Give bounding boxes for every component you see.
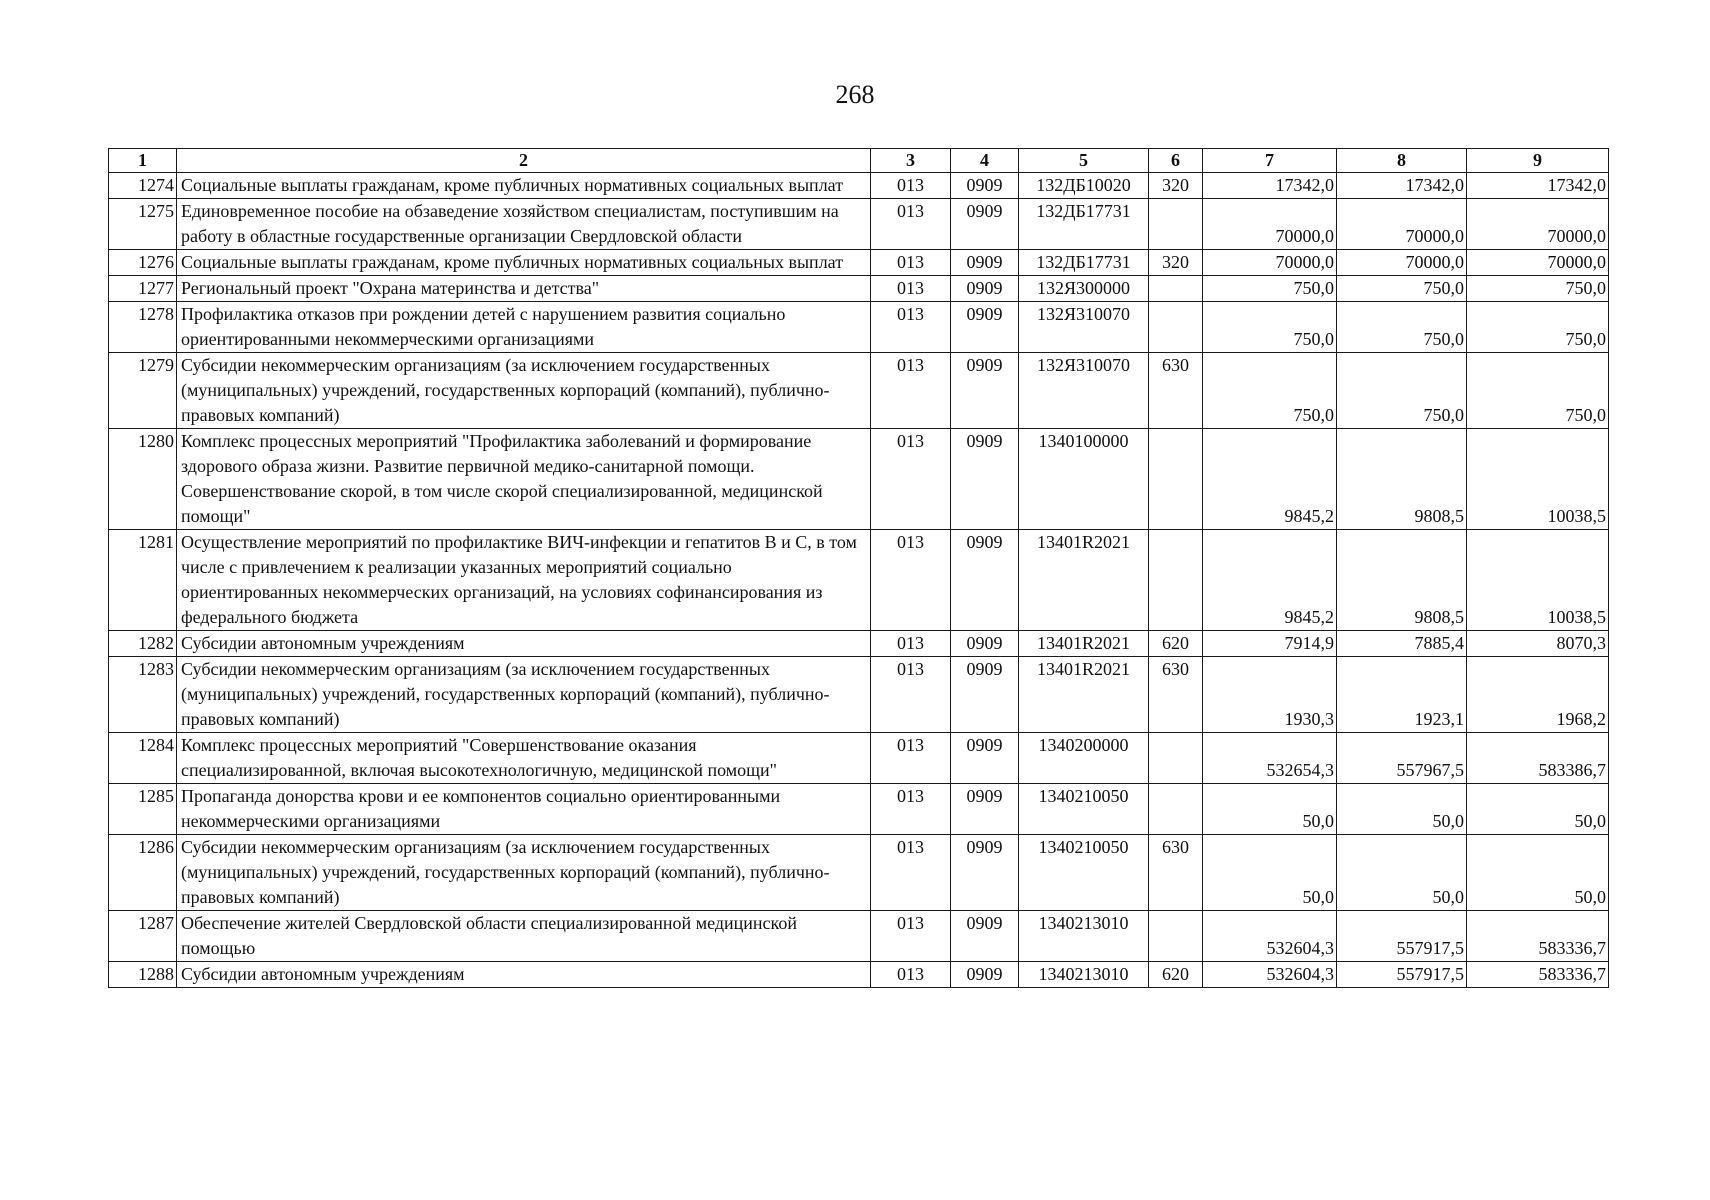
table-row [109,276,1609,302]
row-code-section: 0909 [951,835,1019,911]
row-value-year1: 9845,2 [1203,530,1337,631]
row-name: Субсидии автономным учреждениям [177,962,871,988]
row-code-expense [1149,733,1203,784]
table-body [109,173,1609,988]
row-code-expense: 630 [1149,353,1203,429]
row-name: Единовременное пособие на обзаведение хозяйством специалистам, поступившим на работу в областные государственные организации Свердловской области [177,199,871,250]
row-value-year1: 750,0 [1203,353,1337,429]
row-code-expense: 320 [1149,173,1203,199]
row-code-target: 132ДБ17731 [1019,250,1149,276]
row-number: 1281 [109,530,177,631]
row-code-target: 1340210050 [1019,835,1149,911]
row-value-year3: 750,0 [1467,302,1609,353]
row-value-year3: 750,0 [1467,276,1609,302]
column-header: 9 [1467,149,1609,173]
column-header: 8 [1337,149,1467,173]
row-number: 1278 [109,302,177,353]
table-row [109,733,1609,784]
row-code-expense [1149,911,1203,962]
row-name: Субсидии некоммерческим организациям (за исключением государственных (муниципальных) учреждений, государственных корпораций (компаний), публично-правовых компаний) [177,353,871,429]
row-value-year1: 532654,3 [1203,733,1337,784]
row-value-year3: 8070,3 [1467,631,1609,657]
row-number: 1286 [109,835,177,911]
row-value-year1: 50,0 [1203,835,1337,911]
row-code-expense: 320 [1149,250,1203,276]
page-number: 268 [835,80,875,109]
row-code-ministry: 013 [871,631,951,657]
column-header: 2 [177,149,871,173]
row-value-year2: 70000,0 [1337,199,1467,250]
row-value-year2: 50,0 [1337,835,1467,911]
row-number: 1288 [109,962,177,988]
column-header: 4 [951,149,1019,173]
row-code-ministry: 013 [871,733,951,784]
row-code-section: 0909 [951,784,1019,835]
row-number: 1274 [109,173,177,199]
row-number: 1277 [109,276,177,302]
row-name: Субсидии некоммерческим организациям (за исключением государственных (муниципальных) учреждений, государственных корпораций (компаний), публично-правовых компаний) [177,835,871,911]
row-value-year1: 70000,0 [1203,250,1337,276]
row-name: Осуществление мероприятий по профилактике ВИЧ-инфекции и гепатитов В и С, в том числе с привлечением к реализации указанных мероприятий социально ориентированных некоммерческих организаций, на условиях софинансирования из федерального бюджета [177,530,871,631]
row-code-target: 132Я310070 [1019,302,1149,353]
row-code-target: 132Я300000 [1019,276,1149,302]
row-value-year3: 1968,2 [1467,657,1609,733]
row-value-year2: 750,0 [1337,353,1467,429]
table-row [109,250,1609,276]
row-value-year3: 583336,7 [1467,962,1609,988]
row-code-section: 0909 [951,962,1019,988]
row-code-ministry: 013 [871,657,951,733]
row-code-ministry: 013 [871,302,951,353]
row-name: Комплекс процессных мероприятий "Совершенствование оказания специализированной, включая высокотехнологичную, медицинской помощи" [177,733,871,784]
row-code-target: 132Я310070 [1019,353,1149,429]
row-name: Обеспечение жителей Свердловской области специализированной медицинской помощью [177,911,871,962]
row-name: Субсидии некоммерческим организациям (за исключением государственных (муниципальных) учреждений, государственных корпораций (компаний), публично-правовых компаний) [177,657,871,733]
row-code-section: 0909 [951,302,1019,353]
row-code-section: 0909 [951,911,1019,962]
row-value-year2: 9808,5 [1337,530,1467,631]
row-code-ministry: 013 [871,173,951,199]
row-code-expense: 620 [1149,962,1203,988]
row-number: 1287 [109,911,177,962]
row-code-section: 0909 [951,250,1019,276]
row-code-ministry: 013 [871,784,951,835]
row-code-expense [1149,530,1203,631]
row-value-year2: 9808,5 [1337,429,1467,530]
column-header: 1 [109,149,177,173]
row-code-section: 0909 [951,631,1019,657]
row-code-target: 13401R2021 [1019,631,1149,657]
header-row [109,149,1609,173]
row-value-year2: 750,0 [1337,302,1467,353]
row-code-section: 0909 [951,530,1019,631]
row-name: Субсидии автономным учреждениям [177,631,871,657]
row-code-section: 0909 [951,173,1019,199]
budget-table [108,148,1609,988]
table-row [109,835,1609,911]
row-value-year3: 583386,7 [1467,733,1609,784]
row-number: 1276 [109,250,177,276]
row-name: Региональный проект "Охрана материнства и детства" [177,276,871,302]
row-number: 1280 [109,429,177,530]
row-value-year2: 750,0 [1337,276,1467,302]
row-value-year1: 532604,3 [1203,911,1337,962]
table-row [109,657,1609,733]
row-code-expense: 620 [1149,631,1203,657]
row-value-year3: 750,0 [1467,353,1609,429]
row-code-ministry: 013 [871,530,951,631]
table-row [109,199,1609,250]
row-value-year3: 70000,0 [1467,250,1609,276]
row-code-ministry: 013 [871,962,951,988]
row-value-year1: 1930,3 [1203,657,1337,733]
row-value-year3: 583336,7 [1467,911,1609,962]
table-row [109,784,1609,835]
table-row [109,302,1609,353]
row-value-year3: 10038,5 [1467,429,1609,530]
row-code-target: 13401R2021 [1019,657,1149,733]
row-code-section: 0909 [951,276,1019,302]
row-code-ministry: 013 [871,250,951,276]
row-value-year3: 50,0 [1467,784,1609,835]
row-code-target: 1340213010 [1019,911,1149,962]
row-code-target: 1340200000 [1019,733,1149,784]
row-code-expense [1149,429,1203,530]
row-code-expense [1149,199,1203,250]
table-row [109,530,1609,631]
row-code-target: 132ДБ10020 [1019,173,1149,199]
row-code-ministry: 013 [871,353,951,429]
row-number: 1275 [109,199,177,250]
row-value-year1: 750,0 [1203,276,1337,302]
row-code-section: 0909 [951,353,1019,429]
row-value-year1: 7914,9 [1203,631,1337,657]
row-code-section: 0909 [951,733,1019,784]
row-value-year1: 50,0 [1203,784,1337,835]
row-code-section: 0909 [951,429,1019,530]
table-row [109,962,1609,988]
row-value-year1: 532604,3 [1203,962,1337,988]
row-value-year1: 9845,2 [1203,429,1337,530]
row-value-year2: 557917,5 [1337,911,1467,962]
row-value-year3: 70000,0 [1467,199,1609,250]
row-code-ministry: 013 [871,199,951,250]
row-code-section: 0909 [951,657,1019,733]
row-value-year2: 7885,4 [1337,631,1467,657]
row-code-section: 0909 [951,199,1019,250]
row-value-year2: 557967,5 [1337,733,1467,784]
table-row [109,631,1609,657]
row-code-ministry: 013 [871,276,951,302]
row-value-year2: 1923,1 [1337,657,1467,733]
row-code-target: 1340213010 [1019,962,1149,988]
row-value-year2: 17342,0 [1337,173,1467,199]
column-header: 7 [1203,149,1337,173]
row-value-year1: 17342,0 [1203,173,1337,199]
row-name: Профилактика отказов при рождении детей с нарушением развития социально ориентированными некоммерческими организациями [177,302,871,353]
row-value-year3: 50,0 [1467,835,1609,911]
row-code-ministry: 013 [871,429,951,530]
row-number: 1285 [109,784,177,835]
row-code-ministry: 013 [871,835,951,911]
row-code-ministry: 013 [871,911,951,962]
column-header: 5 [1019,149,1149,173]
table-row [109,353,1609,429]
table-row [109,173,1609,199]
row-value-year2: 557917,5 [1337,962,1467,988]
row-number: 1284 [109,733,177,784]
row-number: 1282 [109,631,177,657]
row-name: Социальные выплаты гражданам, кроме публичных нормативных социальных выплат [177,173,871,199]
row-code-target: 1340100000 [1019,429,1149,530]
row-code-expense: 630 [1149,835,1203,911]
row-number: 1283 [109,657,177,733]
row-code-target: 1340210050 [1019,784,1149,835]
table-row [109,429,1609,530]
row-code-expense [1149,276,1203,302]
row-value-year3: 17342,0 [1467,173,1609,199]
row-code-expense: 630 [1149,657,1203,733]
row-code-target: 13401R2021 [1019,530,1149,631]
row-code-expense [1149,784,1203,835]
table-row [109,911,1609,962]
row-number: 1279 [109,353,177,429]
row-name: Комплекс процессных мероприятий "Профилактика заболеваний и формирование здорового образа жизни. Развитие первичной медико-санитарной помощи. Совершенствование скорой, в том числе скорой специализированной, медицинской помощи" [177,429,871,530]
row-value-year1: 750,0 [1203,302,1337,353]
row-code-target: 132ДБ17731 [1019,199,1149,250]
column-header: 6 [1149,149,1203,173]
row-value-year2: 50,0 [1337,784,1467,835]
row-code-expense [1149,302,1203,353]
row-value-year3: 10038,5 [1467,530,1609,631]
row-value-year2: 70000,0 [1337,250,1467,276]
column-header: 3 [871,149,951,173]
row-name: Пропаганда донорства крови и ее компонентов социально ориентированными некоммерческими организациями [177,784,871,835]
row-name: Социальные выплаты гражданам, кроме публичных нормативных социальных выплат [177,250,871,276]
row-value-year1: 70000,0 [1203,199,1337,250]
